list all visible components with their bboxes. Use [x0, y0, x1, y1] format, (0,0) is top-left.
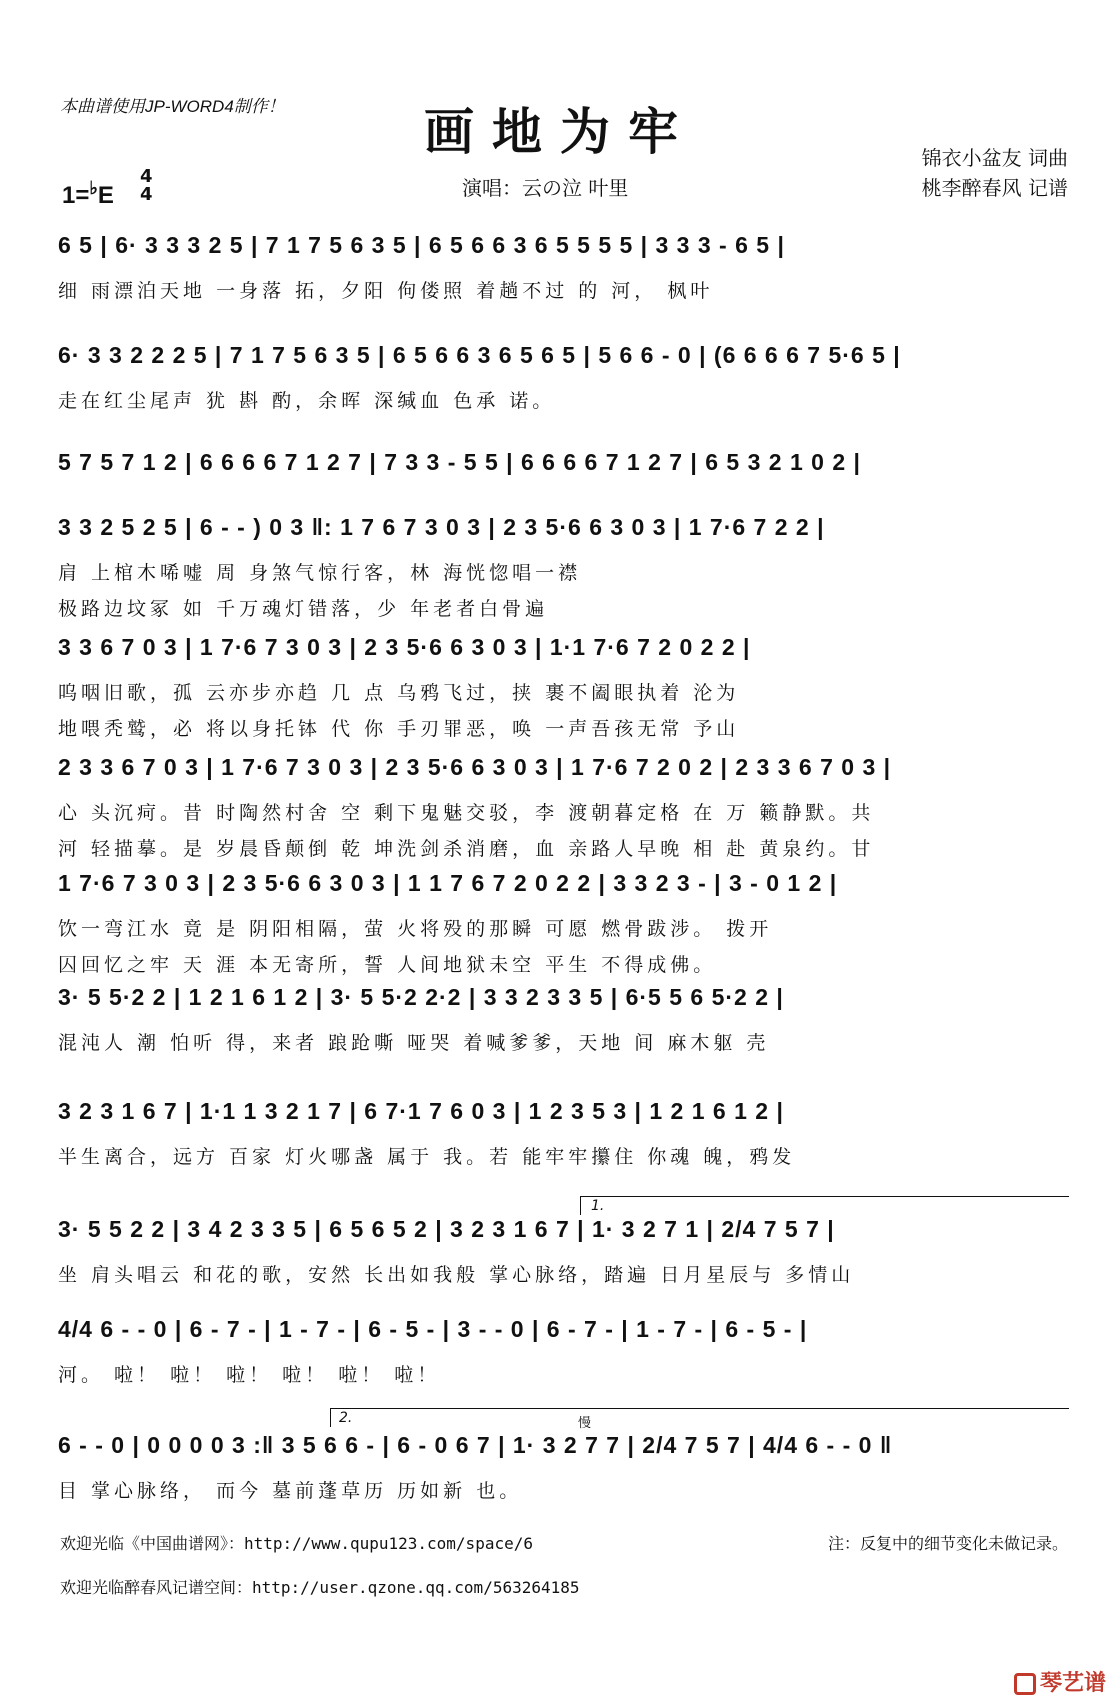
lyric-line: 囚回忆之牢 天 涯 本无寄所，誓 人间地狱未空 平生 不得成佛。 [58, 954, 717, 976]
lyric-line: 半生离合，远方 百家 灯火哪盏 属于 我。若 能牢牢攥住 你魂 魄，鸦发 [58, 1146, 796, 1168]
logo-text: 琴艺谱 [1039, 1670, 1106, 1695]
lyric-line: 饮一弯江水 竟 是 阴阳相隔，萤 火将殁的那瞬 可愿 燃骨跋涉。 拨开 [58, 918, 773, 940]
site-logo [1014, 1666, 1106, 1697]
melody-notation: 2 3 3 6 7 0 3 | 1 7·6 7 3 0 3 | 2 3 5·6 6 3 0 3 | 1 7·6 7 2 0 2 | 2 3 3 6 7 0 3 | [58, 754, 892, 780]
lyricist-credit: 锦衣小盆友 词曲 [921, 146, 1068, 170]
notator-credit: 桃李醉春风 记谱 [921, 176, 1068, 200]
flat-symbol: ♭ [89, 178, 98, 198]
logo-mark-icon [1014, 1673, 1036, 1695]
first-ending-bracket [580, 1196, 1069, 1215]
footer-note: 注：反复中的细节变化未做记录。 [827, 1534, 1068, 1553]
melody-notation: 3· 5 5·2 2 | 1 2 1 6 1 2 | 3· 5 5·2 2·2 | 3 3 2 3 3 5 | 6·5 5 6 5·2 2 | [58, 984, 784, 1010]
second-ending-bracket [330, 1408, 1069, 1427]
credit-note: 本曲谱使用JP-WORD4制作！ [60, 97, 285, 116]
melody-notation: 6 - - 0 | 0 0 0 0 3 :‖ 3 5 6 6 - | 6 - 0 6 7 | 1· 3 2 7 7 | 2/4 7 5 7 | 4/4 6 - - 0 ‖ [58, 1432, 893, 1458]
melody-notation: 5 7 5 7 1 2 | 6 6 6 6 7 1 2 7 | 7 3 3 - 5 5 | 6 6 6 6 7 1 2 7 | 6 5 3 2 1 0 2 | [58, 449, 861, 475]
key-prefix: 1= [62, 182, 90, 209]
first-ending-label: 1. [591, 1198, 605, 1214]
song-title: 画地为牢 [424, 102, 696, 161]
lyric-line: 河。 啦！ 啦！ 啦！ 啦！ 啦！ 啦！ [58, 1364, 441, 1386]
melody-notation: 4/4 6 - - 0 | 6 - 7 - | 1 - 7 - | 6 - 5 - | 3 - - 0 | 6 - 7 - | 1 - 7 - | 6 - 5 - | [58, 1316, 808, 1342]
second-ending-label: 2. [339, 1410, 353, 1426]
melody-notation: 6 5 | 6· 3 3 3 2 5 | 7 1 7 5 6 3 5 | 6 5 6 6 3 6 5 5 5 5 | 3 3 3 - 6 5 | [58, 232, 785, 258]
melody-notation: 1 7·6 7 3 0 3 | 2 3 5·6 6 3 0 3 | 1 1 7 6 7 2 0 2 2 | 3 3 2 3 - | 3 - 0 1 2 | [58, 870, 838, 896]
lyric-line: 目 掌心脉络， 而今 墓前蓬草历 历如新 也。 [58, 1480, 523, 1502]
footer-site-link[interactable]: 欢迎光临《中国曲谱网》：http://www.qupu123.com/space/6 [60, 1534, 533, 1553]
lyric-line: 极路边坟冢 如 千万魂灯错落，少 年老者白骨遍 [58, 598, 549, 620]
melody-notation: 3· 5 5 2 2 | 3 4 2 3 3 5 | 6 5 6 5 2 | 3 2 3 1 6 7 | 1· 3 2 7 1 | 2/4 7 5 7 | [58, 1216, 835, 1242]
tempo-mark: 慢 [578, 1416, 592, 1431]
footer-space-link[interactable]: 欢迎光临醉春风记谱空间：http://user.qzone.qq.com/563264185 [60, 1578, 580, 1597]
lyric-line: 坐 肩头唱云 和花的歌，安然 长出如我般 掌心脉络，踏遍 日月星辰与 多情山 [58, 1264, 855, 1286]
time-signature-top: 4 [140, 166, 153, 187]
lyric-line: 呜咽旧歌，孤 云亦步亦趋 几 点 乌鸦飞过，挟 裹不阖眼执着 沦为 [58, 682, 740, 704]
lyric-line: 心 头沉疴。昔 时陶然村舍 空 剩下鬼魅交驳，李 渡朝暮定格 在 万 籁静默。共 [58, 802, 875, 824]
lyric-line: 肩 上棺木唏嘘 周 身煞气惊行客，林 海恍惚唱一襟 [58, 562, 582, 584]
key-note: E [97, 182, 114, 209]
lyric-line: 混沌人 潮 怕听 得，来者 踉跄嘶 哑哭 着喊爹爹，天地 间 麻木躯 壳 [58, 1032, 770, 1054]
singer-credit: 演唱：云の泣 叶里 [462, 176, 629, 200]
melody-notation: 6· 3 3 2 2 2 5 | 7 1 7 5 6 3 5 | 6 5 6 6 3 6 5 6 5 | 5 6 6 - 0 | (6 6 6 6 7 5·6 5 | [58, 342, 901, 368]
time-signature-bottom: 4 [140, 184, 153, 205]
lyric-line: 地喂秃鹫，必 将以身托钵 代 你 手刃罪恶，唤 一声吾孩无常 予山 [58, 718, 740, 740]
melody-notation: 3 2 3 1 6 7 | 1·1 1 3 2 1 7 | 6 7·1 7 6 0 3 | 1 2 3 5 3 | 1 2 1 6 1 2 | [58, 1098, 784, 1124]
lyric-line: 细 雨漂泊天地 一身落 拓，夕阳 佝偻照 着趟不过 的 河， 枫叶 [58, 280, 714, 302]
melody-notation: 3 3 6 7 0 3 | 1 7·6 7 3 0 3 | 2 3 5·6 6 3 0 3 | 1·1 7·6 7 2 0 2 2 | [58, 634, 751, 660]
melody-notation: 3 3 2 5 2 5 | 6 - - ) 0 3 ‖: 1 7 6 7 3 0 3 | 2 3 5·6 6 3 0 3 | 1 7·6 7 2 2 | [58, 514, 825, 540]
lyric-line: 走在红尘尾声 犹 斟 酌，余晖 深缄血 色承 诺。 [58, 390, 556, 412]
time-signature [140, 168, 153, 204]
lyric-line: 河 轻描摹。是 岁晨昏颠倒 乾 坤洗剑杀消磨，血 亲路人早晚 相 赴 黄泉约。甘 [58, 838, 875, 860]
key-signature [62, 178, 114, 210]
